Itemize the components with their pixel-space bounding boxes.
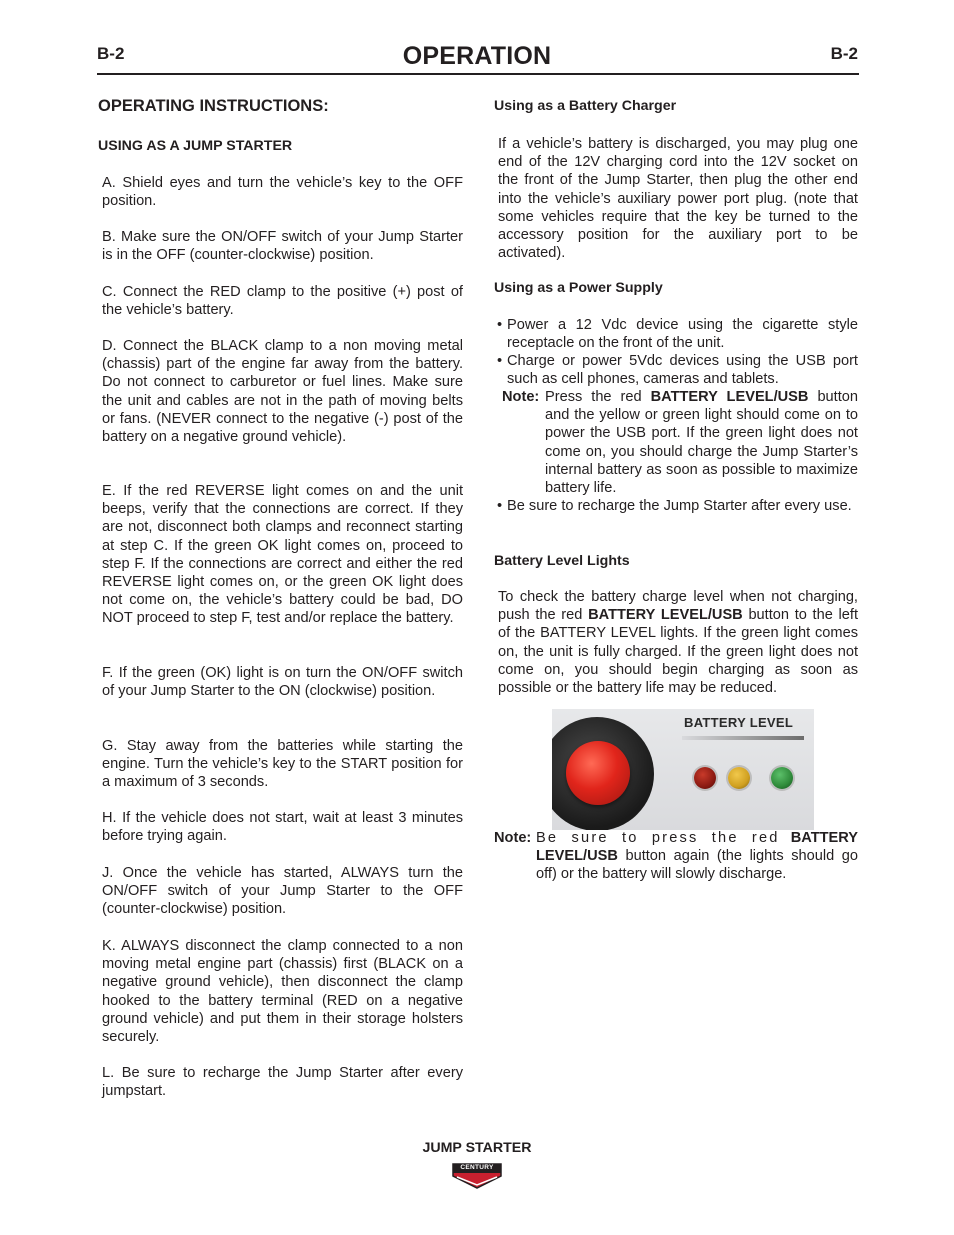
- step-text: Make sure the ON/OFF switch of your Jump Starter is in the OFF (counter-clockwise) position.: [102, 229, 464, 264]
- note-label: Note:: [494, 830, 532, 846]
- power-supply-heading: Using as a Power Supply: [494, 280, 663, 296]
- century-logo: [451, 1162, 503, 1190]
- note-text: button again (the lights should go off) or the battery will slowly discharge.: [536, 848, 858, 883]
- note-label: Note:: [502, 389, 540, 405]
- battery-level-photo: [552, 709, 814, 830]
- paragraph-text: To check the battery charge level when not charging, push the red: [498, 589, 858, 624]
- step-label: A.: [102, 175, 116, 191]
- step-e: [102, 482, 463, 628]
- step-label: H.: [102, 810, 117, 826]
- note-body: [536, 829, 858, 884]
- step-text: Connect the RED clamp to the positive (+) post of the vehicle’s battery.: [102, 284, 463, 319]
- step-a: [102, 174, 463, 210]
- usb-note: [502, 388, 858, 497]
- step-text: Stay away from the batteries while starting the engine. Turn the vehicle’s key to the START position for a maximum of 3 seconds.: [102, 738, 463, 791]
- page-title: OPERATION: [402, 42, 552, 70]
- yellow-light-icon: [728, 767, 750, 789]
- step-l: [102, 1064, 463, 1100]
- step-label: D.: [102, 338, 117, 354]
- step-text: If the green (OK) light is on turn the ON/OFF switch of your Jump Starter to the ON (clockwise) position.: [102, 665, 463, 700]
- step-label: G.: [102, 738, 118, 754]
- step-text: If the red REVERSE light comes on and the unit beeps, verify that the connections are correct. If they are not, disconnect both clamps and reconnect starting at step C. If the green OK light comes on, proceed to step F. If the connections are correct and either the red REVERSE light comes on, or the green OK light does not come on, the vehicle’s battery could be bad, DO NOT proceed to step F, test and/or replace the battery.: [102, 483, 463, 627]
- level-bar: [682, 736, 804, 740]
- bullet-text: Charge or power 5Vdc devices using the USB port such as cell phones, cameras and tablets.: [507, 353, 858, 388]
- step-label: J.: [102, 865, 114, 881]
- bullet-item: [497, 316, 858, 352]
- bullet-text: Be sure to recharge the Jump Starter after every use.: [507, 498, 852, 514]
- note-bold-text: BATTERY LEVEL/USB: [650, 389, 809, 405]
- step-text: Shield eyes and turn the vehicle’s key to the OFF position.: [102, 175, 463, 210]
- page-number-left: B-2: [97, 44, 125, 63]
- step-f: [102, 664, 463, 700]
- battery-level-lights-heading: Battery Level Lights: [494, 553, 630, 569]
- step-label: C.: [102, 284, 117, 300]
- step-label: L.: [102, 1065, 115, 1081]
- battery-level-label: BATTERY LEVEL: [684, 715, 794, 730]
- paragraph-text: button to the left of the BATTERY LEVEL lights. If the green light comes on, the unit is fully charged. If the green light does not come on, you should begin charging as soon as possible or the battery life may be reduced.: [498, 607, 859, 697]
- jump-starter-subheading: USING AS A JUMP STARTER: [98, 138, 293, 154]
- page-number-right: B-2: [830, 44, 858, 63]
- paragraph-bold-text: BATTERY LEVEL/USB: [588, 607, 743, 624]
- battery-charger-text: If a vehicle’s battery is discharged, you may plug one end of the 12V charging cord into the 12V socket on the front of the Jump Starter, then plug the other end into the vehicle’s auxiliary power port plug. (note that some vehicles require that the key be turned to the accessory position for the auxiliary port to be activated).: [498, 136, 858, 262]
- battery-level-button: [566, 741, 630, 805]
- note-text: Press the red: [545, 389, 642, 405]
- bullet-item: [497, 352, 858, 388]
- bullet-icon: •: [497, 353, 503, 369]
- step-text: Connect the BLACK clamp to a non moving metal (chassis) part of the engine far away from the battery. Do not connect to carburetor or fuel lines. Make sure the unit and cables are not in the path of moving belts or fans. (NEVER connect to the negative (-) post of the battery on a negative ground vehicle).: [102, 338, 463, 446]
- operating-instructions-heading: OPERATING INSTRUCTIONS:: [98, 97, 329, 115]
- step-k: [102, 937, 463, 1046]
- step-label: B.: [102, 229, 116, 245]
- bullet-icon: •: [497, 498, 503, 514]
- step-j: [102, 864, 463, 919]
- step-text: Once the vehicle has started, ALWAYS turn the ON/OFF switch of your Jump Starter to the OFF (counter-clockwise) position.: [102, 865, 463, 918]
- bullet-icon: •: [497, 317, 503, 333]
- bullet-item: [497, 497, 858, 515]
- note-text: Be sure to press the red: [536, 830, 780, 846]
- step-c: [102, 283, 463, 319]
- red-light-icon: [694, 767, 716, 789]
- step-h: [102, 809, 463, 845]
- step-text: Be sure to recharge the Jump Starter after every jumpstart.: [102, 1065, 463, 1100]
- step-text: If the vehicle does not start, wait at least 3 minutes before trying again.: [102, 810, 464, 845]
- step-b: [102, 228, 463, 264]
- step-label: F.: [102, 665, 114, 681]
- header-rule: [97, 73, 859, 75]
- step-label: E.: [102, 483, 116, 499]
- footer-product-name: JUMP STARTER: [422, 1140, 532, 1156]
- note-text: button and the yellow or green light should come on to power the USB port. If the green light does not come on, you should charge the Jump Starter’s internal battery as soon as possible to maximize battery life.: [545, 389, 859, 497]
- step-label: K.: [102, 938, 116, 954]
- step-d: [102, 337, 463, 446]
- battery-charger-heading: Using as a Battery Charger: [494, 98, 677, 114]
- note-bold-text: BATTERY LEVEL/USB: [536, 830, 858, 865]
- battery-level-lights-text: [498, 588, 858, 697]
- step-g: [102, 737, 463, 792]
- step-text: ALWAYS disconnect the clamp connected to a non moving metal engine part (chassis) first (BLACK on a negative ground vehicle), then disconnect the clamp hooked to the battery terminal (RED on a negative ground vehicle) and put them in their storage holsters securely.: [102, 938, 464, 1046]
- discharge-note: [494, 829, 858, 884]
- green-light-icon: [771, 767, 793, 789]
- bullet-text: Power a 12 Vdc device using the cigarette style receptacle on the front of the unit.: [507, 317, 858, 352]
- logo-text: CENTURY: [460, 1164, 494, 1171]
- note-body: [545, 388, 858, 497]
